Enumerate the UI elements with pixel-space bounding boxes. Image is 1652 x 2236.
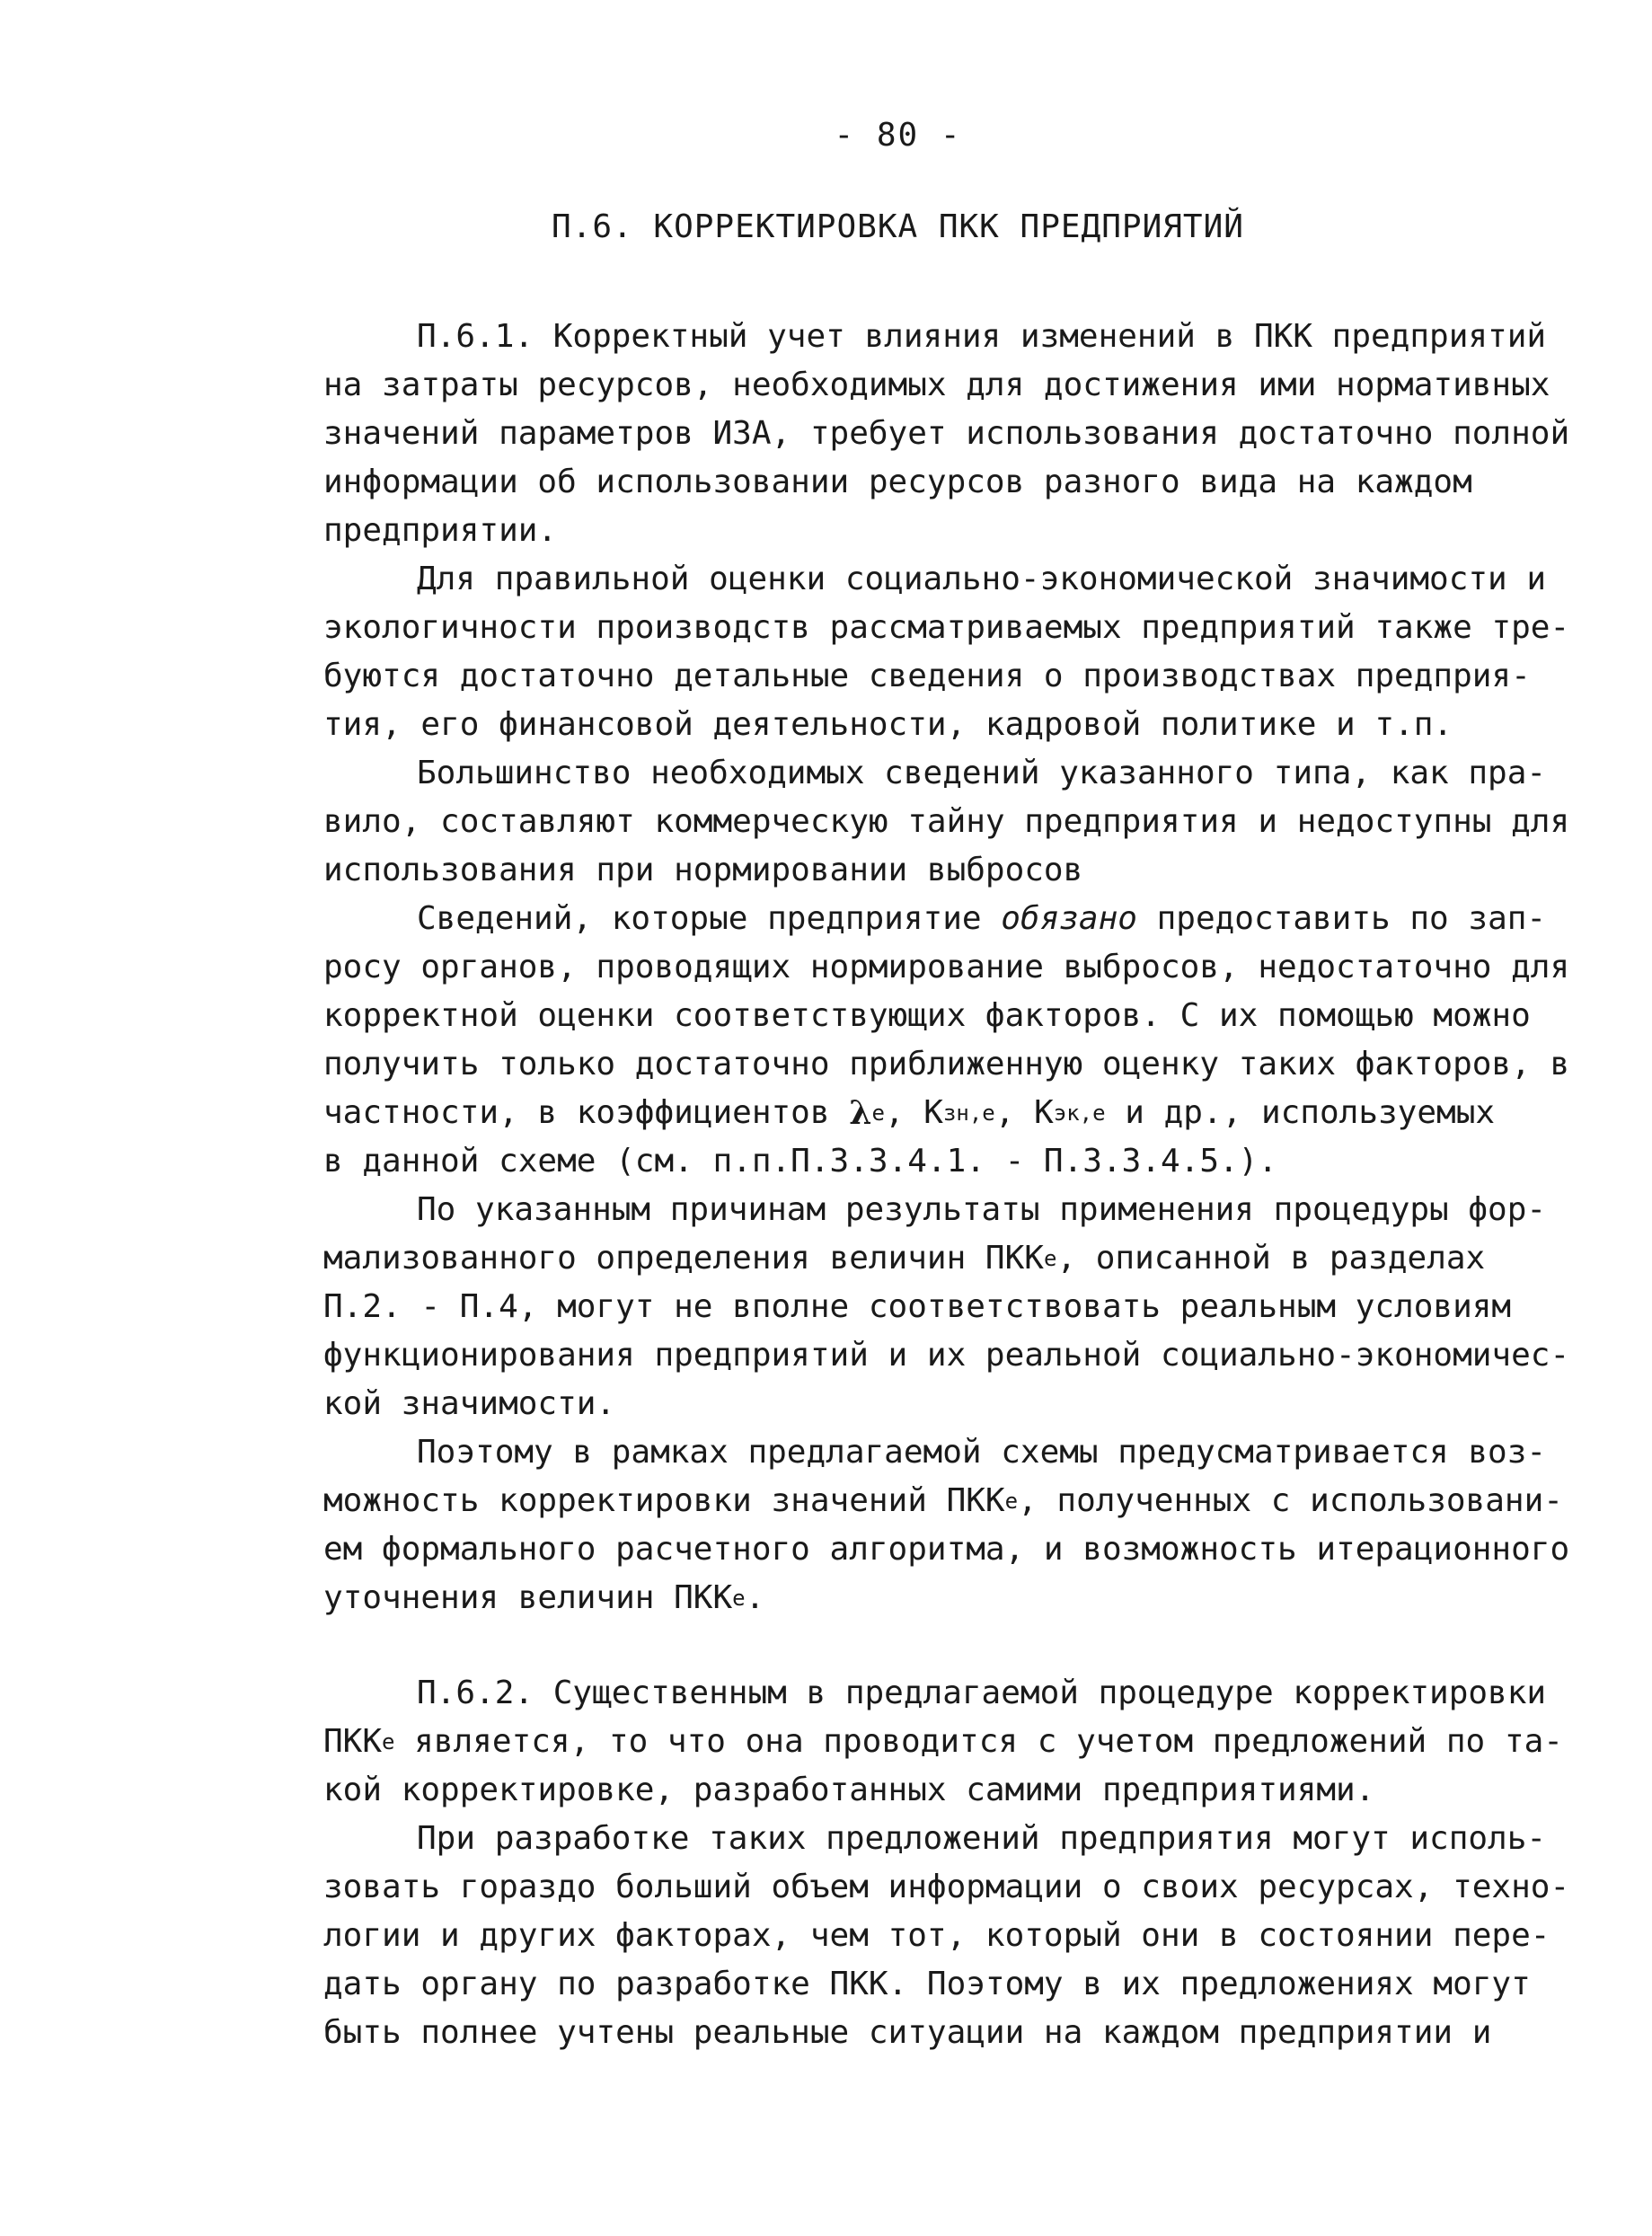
- text-fragment: Сведений, которые предприятие: [417, 900, 1002, 937]
- text-fragment: ПКК: [323, 1723, 383, 1760]
- text-fragment: частности, в коэффициентов: [323, 1094, 850, 1131]
- subscript: е: [1004, 1489, 1019, 1514]
- text-fragment: можность корректировки значений ПКК: [323, 1482, 1005, 1519]
- body-text: [323, 313, 1570, 2057]
- text-fragment: , К: [994, 1094, 1054, 1131]
- text-fragment: , К: [884, 1094, 943, 1131]
- text-line: [323, 895, 1563, 943]
- subscript: эк,е: [1053, 1100, 1106, 1126]
- text-line: росу органов, проводящих нормирование выбросов, недостаточно для: [323, 949, 1570, 985]
- paragraph-gap: [323, 1622, 1563, 1669]
- italic-emphasis: обязано: [1001, 900, 1137, 937]
- text-fragment: предоставить по зап-: [1136, 900, 1547, 937]
- text-line: [323, 1574, 1563, 1622]
- text-line: буются достаточно детальные сведения о производствах предприя-: [323, 658, 1531, 694]
- text-line: дать органу по разработке ПКК. Поэтому в их предложениях могут: [323, 1966, 1531, 2002]
- text-line: логии и других факторах, чем тот, который они в состоянии пере-: [323, 1917, 1550, 1954]
- section-title: П.6. КОРРЕКТИРОВКА ПКК ПРЕДПРИЯТИЙ: [552, 208, 1244, 245]
- subscript: e: [871, 1100, 885, 1126]
- text-fragment: мализованного определения величин ПКК: [323, 1240, 1044, 1277]
- text-line: тия, его финансовой деятельности, кадровой политике и т.п.: [323, 706, 1453, 743]
- subscript: е: [732, 1586, 746, 1611]
- text-fragment: уточнения величин ПКК: [323, 1579, 733, 1616]
- text-line: предприятии.: [323, 512, 558, 549]
- text-line: кой корректировке, разработанных самими предприятиями.: [323, 1772, 1375, 1808]
- text-line: По указанным причинам результаты применения процедуры фор-: [417, 1191, 1547, 1228]
- text-line: вило, составляют коммерческую тайну предприятия и недоступны для: [323, 803, 1570, 840]
- text-line: Большинство необходимых сведений указанного типа, как пра-: [417, 755, 1547, 791]
- text-line: П.6.2. Существенным в предлагаемой процедуре корректировки: [417, 1675, 1547, 1711]
- text-line: П.6.1. Корректный учет влияния изменений в ПКК предприятий: [417, 318, 1547, 355]
- text-fragment: .: [745, 1579, 765, 1616]
- text-fragment: является, то что она проводится с учетом предложений по та-: [394, 1723, 1563, 1760]
- text-line: на затраты ресурсов, необходимых для достижения ими нормативных: [323, 367, 1550, 403]
- text-line: [323, 1234, 1563, 1283]
- subscript: е: [382, 1729, 395, 1754]
- lambda-symbol: λ: [849, 1094, 872, 1132]
- text-fragment: , описанной в разделах: [1056, 1240, 1486, 1277]
- page-number: - 80 -: [834, 117, 962, 154]
- text-line: функционирования предприятий и их реальной социально-экономичес-: [323, 1337, 1570, 1374]
- text-line: зовать гораздо больший объем информации о своих ресурсах, техно-: [323, 1869, 1570, 1905]
- text-line: Поэтому в рамках предлагаемой схемы предусматривается воз-: [417, 1434, 1547, 1471]
- text-line: Для правильной оценки социально-экономической значимости и: [417, 561, 1547, 597]
- text-line: [323, 1089, 1563, 1137]
- text-line: корректной оценки соответствующих факторов. С их помощью можно: [323, 997, 1531, 1034]
- text-line: использования при нормировании выбросов: [323, 852, 1083, 888]
- text-fragment: и др., используемых: [1105, 1094, 1496, 1131]
- text-line: ем формального расчетного алгоритма, и возможность итерационного: [323, 1531, 1570, 1568]
- subscript: зн,е: [942, 1100, 995, 1126]
- text-line: [323, 1718, 1563, 1766]
- text-fragment: , полученных с использовани-: [1018, 1482, 1563, 1519]
- text-line: получить только достаточно приближенную оценку таких факторов, в: [323, 1046, 1570, 1083]
- text-line: информации об использовании ресурсов разного вида на каждом: [323, 464, 1472, 500]
- text-line: П.2. - П.4, могут не вполне соответствовать реальным условиям: [323, 1288, 1512, 1325]
- text-line: кой значимости.: [323, 1385, 616, 1422]
- text-line: в данной схеме (см. п.п.П.3.3.4.1. - П.3.3.4.5.).: [323, 1143, 1278, 1180]
- text-line: [323, 1477, 1563, 1525]
- subscript: е: [1043, 1246, 1057, 1271]
- text-line: быть полнее учтены реальные ситуации на каждом предприятии и: [323, 2014, 1492, 2051]
- text-line: значений параметров ИЗА, требует использования достаточно полной: [323, 415, 1570, 452]
- text-line: экологичности производств рассматриваемых предприятий также тре-: [323, 609, 1570, 646]
- text-line: При разработке таких предложений предприятия могут исполь-: [417, 1820, 1547, 1857]
